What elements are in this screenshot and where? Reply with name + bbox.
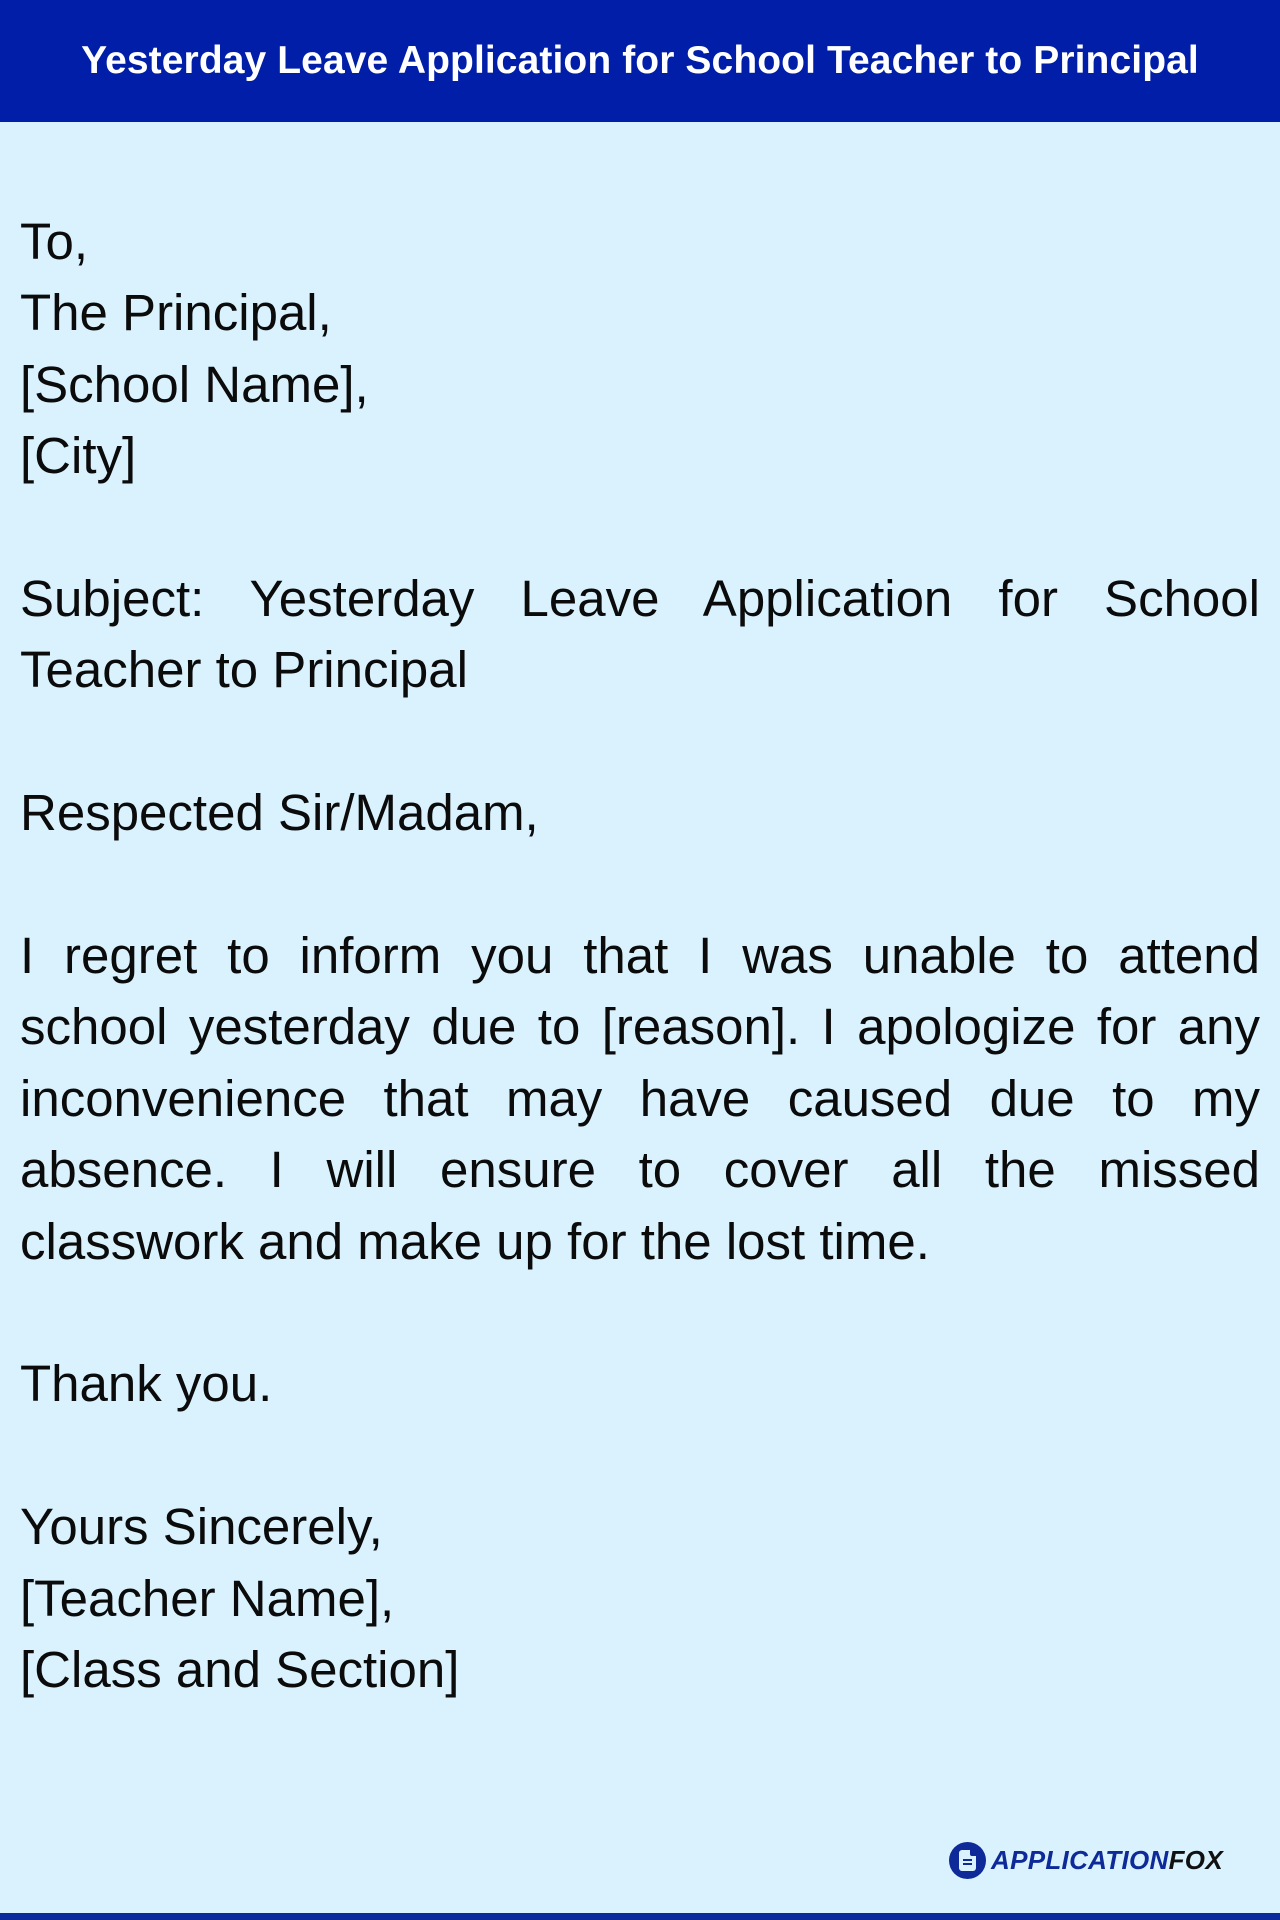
bottom-border — [0, 1913, 1280, 1920]
page-title: Yesterday Leave Application for School Teacher to Principal — [81, 39, 1199, 82]
spacer — [20, 1420, 1260, 1491]
teacher-name: [Teacher Name], — [20, 1569, 395, 1627]
spacer — [20, 706, 1260, 777]
letter-content — [20, 206, 1260, 1705]
spacer — [20, 1277, 1260, 1348]
title-banner — [0, 0, 1280, 122]
brand-name-application: APPLICATION — [991, 1844, 1169, 1875]
salutation: Respected Sir/Madam, — [20, 784, 539, 842]
class-section: [Class and Section] — [20, 1641, 460, 1699]
document-icon — [949, 1842, 986, 1879]
spacer — [20, 849, 1260, 920]
closing-line: Yours Sincerely, — [20, 1498, 383, 1556]
address-line-to: To, — [20, 213, 89, 270]
address-line-school: [School Name], — [20, 355, 369, 413]
brand-name — [991, 1845, 1223, 1876]
brand-name-fox: FOX — [1168, 1844, 1223, 1875]
brand-logo — [949, 1840, 1223, 1880]
recipient-address — [20, 206, 1260, 492]
address-line-principal: The Principal, — [20, 284, 332, 342]
spacer — [20, 492, 1260, 563]
signature-block — [20, 1491, 1260, 1705]
subject-line: Subject: Yesterday Leave Application for School Teacher to Principal — [20, 570, 1260, 699]
thanks-line: Thank you. — [20, 1355, 273, 1413]
body-paragraph: I regret to inform you that I was unable to attend school yesterday due to [reason]. I apologize for any inconvenience that may have caused due to my absence. I will ensure to cover all the missed classwork and make up for the lost time. — [20, 927, 1260, 1270]
address-line-city: [City] — [20, 427, 137, 485]
